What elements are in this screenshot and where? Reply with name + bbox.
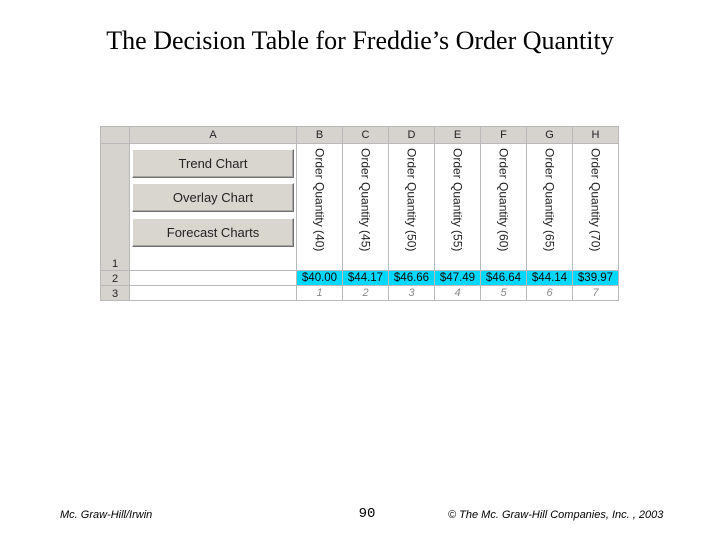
column-header-f[interactable]: F [481, 127, 527, 144]
column-header-g[interactable]: G [527, 127, 573, 144]
cell-d1[interactable] [389, 144, 435, 271]
profit-cell[interactable]: $39.97 [573, 271, 619, 286]
page-number: 90 [358, 506, 376, 522]
column-header-h[interactable]: H [573, 127, 619, 144]
profit-cell[interactable]: $44.14 [527, 271, 573, 286]
column-header-a[interactable]: A [130, 127, 297, 144]
cell-g1[interactable] [527, 144, 573, 271]
index-cell[interactable]: 2 [343, 286, 389, 301]
forecast-charts-button[interactable]: Forecast Charts [132, 218, 294, 247]
profit-cell[interactable]: $47.49 [435, 271, 481, 286]
index-cell[interactable]: 7 [573, 286, 619, 301]
footer-publisher: Mc. Graw-Hill/Irwin [60, 509, 153, 521]
index-cell[interactable]: 4 [435, 286, 481, 301]
cell-c1[interactable] [343, 144, 389, 271]
index-cell[interactable]: 3 [389, 286, 435, 301]
spreadsheet [100, 126, 618, 306]
order-quantity-label: Order Quantity (55) [450, 148, 465, 252]
cell-a2[interactable] [130, 271, 297, 286]
column-header-c[interactable]: C [343, 127, 389, 144]
decision-table [100, 126, 619, 301]
order-quantity-label: Order Quantity (70) [588, 148, 603, 252]
cell-f1[interactable] [481, 144, 527, 271]
row-header-2[interactable]: 2 [101, 271, 130, 286]
trend-chart-button[interactable]: Trend Chart [132, 149, 294, 178]
profit-cell[interactable]: $40.00 [297, 271, 343, 286]
profit-cell[interactable]: $46.64 [481, 271, 527, 286]
order-quantity-label: Order Quantity (45) [358, 148, 373, 252]
column-header-b[interactable]: B [297, 127, 343, 144]
overlay-chart-button[interactable]: Overlay Chart [132, 183, 294, 212]
row-header-1[interactable]: 1 [101, 144, 130, 271]
row-header-3[interactable]: 3 [101, 286, 130, 301]
order-quantity-label: Order Quantity (65) [542, 148, 557, 252]
index-cell[interactable]: 1 [297, 286, 343, 301]
column-header-d[interactable]: D [389, 127, 435, 144]
order-quantity-label: Order Quantity (40) [312, 148, 327, 252]
order-quantity-label: Order Quantity (60) [496, 148, 511, 252]
cell-a3[interactable] [130, 286, 297, 301]
index-cell[interactable]: 5 [481, 286, 527, 301]
cell-a1 [130, 144, 297, 271]
cell-e1[interactable] [435, 144, 481, 271]
cell-b1[interactable] [297, 144, 343, 271]
select-all-corner[interactable] [101, 127, 130, 144]
cell-h1[interactable] [573, 144, 619, 271]
footer-copyright: © The Mc. Graw-Hill Companies, Inc. , 2003 [448, 509, 664, 521]
column-header-e[interactable]: E [435, 127, 481, 144]
profit-cell[interactable]: $44.17 [343, 271, 389, 286]
index-cell[interactable]: 6 [527, 286, 573, 301]
profit-cell[interactable]: $46.66 [389, 271, 435, 286]
order-quantity-label: Order Quantity (50) [404, 148, 419, 252]
slide-title: The Decision Table for Freddie’s Order Quantity [106, 26, 614, 55]
